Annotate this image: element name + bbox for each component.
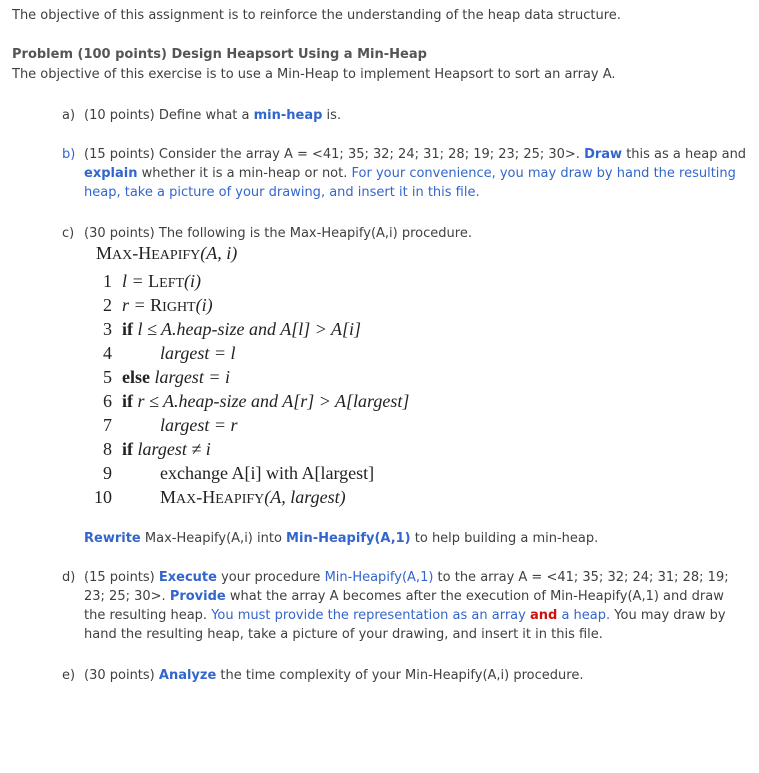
keyword-else: else	[122, 367, 150, 387]
provide-term: Provide	[169, 589, 226, 604]
part-e-text	[84, 668, 583, 683]
algo-line-6	[92, 391, 409, 412]
part-c-label: c)	[62, 226, 75, 241]
part-b-line-3: heap, take a picture of your drawing, and insert it in this file.	[84, 185, 480, 200]
algo-line-4	[92, 343, 235, 364]
explain-term: explain	[84, 166, 138, 181]
algo-line-2-fn-first: R	[150, 295, 163, 315]
algo-line-9	[92, 463, 374, 484]
part-d-label: d)	[62, 570, 76, 585]
algo-title-args: (A, i)	[200, 243, 238, 263]
algo-line-1	[92, 271, 201, 292]
algo-line-10-args: (A, largest)	[264, 487, 346, 507]
algo-line-1-lhs: l =	[122, 271, 149, 291]
part-b-text-1: (15 points) Consider the array A = <41; 35; 32; 24; 31; 28; 19; 23; 25; 30>.	[84, 147, 585, 162]
part-d-text-8: a heap.	[557, 608, 611, 623]
line-number: 5	[103, 367, 112, 387]
line-number: 8	[103, 439, 112, 459]
algo-line-1-arg: (i)	[184, 271, 202, 291]
algo-title-eapify: EAPIFY	[151, 248, 201, 263]
keyword-if: if	[122, 439, 133, 459]
problem-title: Problem (100 points) Design Heapsort Using a Min-Heap	[12, 47, 427, 62]
algo-line-7	[92, 415, 237, 436]
min-heap-term: min-heap	[253, 108, 323, 123]
algo-line-10-h: -H	[196, 487, 216, 507]
part-b-text-2: this as a heap and	[622, 147, 747, 162]
part-d-text-5: what the array A becomes after the execution of Min-Heapify(A,1) and draw	[225, 589, 724, 604]
part-d-line-4: hand the resulting heap, take a picture of your drawing, and insert it in this file.	[84, 627, 603, 642]
algo-line-5	[92, 367, 230, 388]
part-d-text-6: the resulting heap.	[84, 608, 212, 623]
part-b-text-3: whether it is a min-heap or not.	[137, 166, 352, 181]
part-b-label: b)	[62, 147, 76, 162]
algo-line-10-eapify: EAPIFY	[215, 492, 265, 507]
min-heapify-term: Min-Heapify(A,1)	[286, 531, 411, 546]
problem-subtitle: The objective of this exercise is to use a Min-Heap to implement Heapsort to sort an array A.	[12, 67, 616, 82]
algo-line-2-fn-rest: IGHT	[162, 300, 196, 315]
algo-line-2-lhs: r =	[122, 295, 151, 315]
part-e-text-2: the time complexity of your Min-Heapify(A,i) procedure.	[216, 668, 584, 683]
part-c-text: (30 points) The following is the Max-Heapify(A,i) procedure.	[84, 226, 472, 241]
line-number: 10	[94, 487, 112, 507]
rewrite-text-1: Max-Heapify(A,i) into	[140, 531, 287, 546]
algo-line-1-fn-first: L	[148, 271, 160, 291]
algo-title-m: M	[96, 243, 113, 263]
part-d-line-1	[84, 570, 729, 585]
line-number: 7	[103, 415, 112, 435]
part-e-text-1: (30 points)	[84, 668, 159, 683]
algo-line-1-fn-rest: EFT	[159, 276, 185, 291]
part-b-line-1	[84, 147, 746, 162]
algo-line-2-arg: (i)	[195, 295, 213, 315]
algo-line-8	[92, 439, 211, 460]
part-d-text-7: You must provide the representation as an array	[211, 608, 530, 623]
algo-line-10-ax: AX	[176, 492, 197, 507]
algo-line-6-expr: r ≤ A.heap-size and A[r] > A[largest]	[137, 391, 410, 411]
part-a-label: a)	[62, 108, 76, 123]
algo-line-7-expr: largest = r	[160, 415, 238, 435]
algo-line-3-expr: l ≤ A.heap-size and A[l] > A[i]	[137, 319, 362, 339]
line-number: 2	[103, 295, 112, 315]
algo-line-2	[92, 295, 213, 316]
part-d-proc: Min-Heapify(A,1)	[324, 570, 434, 585]
part-a-text-1: (10 points) Define what a	[84, 108, 254, 123]
algo-title	[96, 243, 237, 264]
part-d-text-3: to the array A = <41; 35; 32; 24; 31; 28; 19;	[433, 570, 729, 585]
algo-line-10-m: M	[160, 487, 177, 507]
line-number: 1	[103, 271, 112, 291]
algo-line-4-expr: largest = l	[160, 343, 236, 363]
part-b-line-2	[84, 166, 736, 181]
part-d-text-4: 23; 25; 30>.	[84, 589, 170, 604]
algo-title-ax: AX	[112, 248, 133, 263]
rewrite-instruction	[84, 531, 598, 546]
draw-term: Draw	[584, 147, 623, 162]
line-number: 4	[103, 343, 112, 363]
part-d-text-1: (15 points)	[84, 570, 159, 585]
part-d-text-9: You may draw by	[610, 608, 726, 623]
rewrite-term: Rewrite	[84, 531, 141, 546]
algo-line-5-expr: largest = i	[154, 367, 230, 387]
analyze-term: Analyze	[158, 668, 217, 683]
line-number: 3	[103, 319, 112, 339]
part-a-text-2: is.	[322, 108, 342, 123]
line-number: 6	[103, 391, 112, 411]
part-e-label: e)	[62, 668, 76, 683]
algo-line-8-expr: largest ≠ i	[137, 439, 211, 459]
line-number: 9	[103, 463, 112, 483]
keyword-if: if	[122, 319, 133, 339]
algo-title-h: -H	[132, 243, 152, 263]
execute-term: Execute	[158, 570, 217, 585]
intro-text: The objective of this assignment is to reinforce the understanding of the heap data structure.	[12, 8, 621, 23]
part-b-text-4: For your convenience, you may draw by hand the resulting	[351, 166, 736, 181]
algo-line-9-expr: exchange A[i] with A[largest]	[160, 463, 375, 483]
algo-line-3	[92, 319, 361, 340]
part-d-line-3	[84, 608, 726, 623]
part-d-text-2: your procedure	[216, 570, 325, 585]
keyword-if: if	[122, 391, 133, 411]
rewrite-text-2: to help building a min-heap.	[410, 531, 599, 546]
part-d-line-2	[84, 589, 724, 604]
algo-line-10	[92, 487, 346, 508]
and-term: and	[529, 608, 558, 623]
part-a-text	[84, 108, 341, 123]
